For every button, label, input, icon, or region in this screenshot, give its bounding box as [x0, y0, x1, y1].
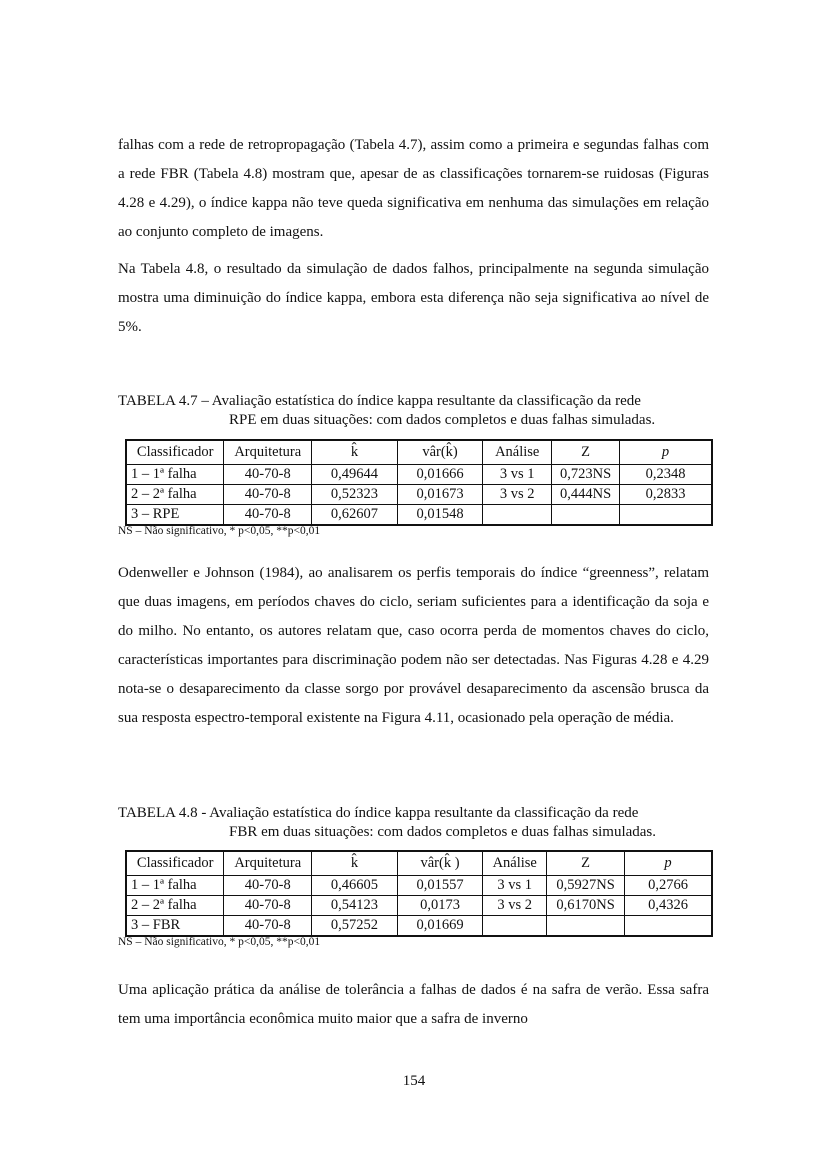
table-cell: 0,01557 — [397, 876, 483, 896]
table-cell: 40-70-8 — [224, 896, 312, 916]
table-cell: 0,57252 — [312, 916, 398, 937]
table-row — [126, 896, 712, 916]
column-header: p — [620, 440, 712, 465]
page-number: 154 — [402, 1073, 426, 1089]
table-cell: 40-70-8 — [224, 876, 312, 896]
column-header: Z — [547, 851, 625, 876]
table-cell: 3 vs 1 — [483, 876, 547, 896]
column-header: Classificador — [126, 440, 224, 465]
table-cell: 0,49644 — [312, 465, 398, 485]
table-cell: 3 vs 1 — [483, 465, 552, 485]
table-cell: 0,01673 — [397, 485, 483, 505]
table-cell — [483, 505, 552, 526]
table-cell: 40-70-8 — [224, 505, 312, 526]
body-paragraph: Uma aplicação prática da análise de tolerância a falhas de dados é na safra de verão. Essa safra tem uma importância econômica muito maior que a safra de inverno — [118, 982, 709, 1027]
table-row — [126, 505, 712, 526]
table-note: NS – Não significativo, * p<0,05, **p<0,01 — [118, 936, 321, 948]
table-cell: 0,5927NS — [547, 876, 625, 896]
table-cell: 0,2348 — [620, 465, 712, 485]
table-cell: 0,62607 — [312, 505, 398, 526]
body-paragraph: falhas com a rede de retropropagação (Tabela 4.7), assim como a primeira e segundas falhas com a rede FBR (Tabela 4.8) mostram que, apesar de as classificações tornarem-se ruidosas (Figuras 4.28 e 4.29), o índice kappa não teve queda significativa em nenhuma das simulações em relação ao conjunto completo de imagens. — [118, 137, 709, 240]
table-row — [126, 465, 712, 485]
table-row — [126, 916, 712, 937]
table-cell: 0,01669 — [397, 916, 483, 937]
column-header: Análise — [483, 851, 547, 876]
table-cell: 40-70-8 — [224, 485, 312, 505]
table-cell: 2 – 2ª falha — [126, 485, 224, 505]
table-caption — [118, 392, 709, 430]
column-header: vâr(k̂ ) — [397, 851, 483, 876]
column-header: k̂ — [312, 440, 398, 465]
table-cell: 3 vs 2 — [483, 896, 547, 916]
table-header-row — [126, 440, 712, 465]
column-header: Classificador — [126, 851, 224, 876]
table-cell: 0,2766 — [625, 876, 713, 896]
table-cell: 0,01666 — [397, 465, 483, 485]
column-header: Arquitetura — [224, 440, 312, 465]
table-cell — [552, 505, 620, 526]
table-cell — [483, 916, 547, 937]
column-header: Arquitetura — [224, 851, 312, 876]
table-cell: 0,52323 — [312, 485, 398, 505]
table-cell: 40-70-8 — [224, 916, 312, 937]
column-header: vâr(k̂) — [397, 440, 483, 465]
table-cell: 0,46605 — [312, 876, 398, 896]
column-header: k̂ — [312, 851, 398, 876]
table-cell — [547, 916, 625, 937]
kappa-table-rpe — [125, 439, 713, 526]
table-row — [126, 485, 712, 505]
table-cell: 3 vs 2 — [483, 485, 552, 505]
kappa-table-fbr — [125, 850, 713, 937]
table-row — [126, 876, 712, 896]
caption-line: TABELA 4.8 - Avaliação estatística do índice kappa resultante da classificação da rede — [118, 805, 639, 821]
table-cell: 0,444NS — [552, 485, 620, 505]
table-note: NS – Não significativo, * p<0,05, **p<0,01 — [118, 525, 321, 537]
table-cell: 40-70-8 — [224, 465, 312, 485]
caption-line: FBR em duas situações: com dados completos e duas falhas simuladas. — [229, 824, 657, 840]
table-cell: 0,2833 — [620, 485, 712, 505]
table-cell: 2 – 2ª falha — [126, 896, 224, 916]
table-cell: 3 – RPE — [126, 505, 224, 526]
table-cell: 1 – 1ª falha — [126, 465, 224, 485]
table-cell: 0,0173 — [397, 896, 483, 916]
caption-line: RPE em duas situações: com dados completos e duas falhas simuladas. — [229, 412, 656, 428]
column-header: Z — [552, 440, 620, 465]
table-header-row — [126, 851, 712, 876]
table-cell: 0,723NS — [552, 465, 620, 485]
table-cell: 0,54123 — [312, 896, 398, 916]
column-header: p — [625, 851, 713, 876]
body-paragraph: Odenweller e Johnson (1984), ao analisarem os perfis temporais do índice “greenness”, relatam que duas imagens, em períodos chaves do ciclo, seriam suficientes para a identificação da soja e do milho. No entanto, os autores relatam que, caso ocorra perda de momentos chaves do ciclo, características importantes para discriminação podem não ser detectadas. Nas Figuras 4.28 e 4.29 nota-se o desaparecimento da classe sorgo por provável desaparecimento da ascensão brusca da sua resposta espectro-temporal existente na Figura 4.11, ocasionado pela operação de média. — [118, 565, 709, 726]
table-cell: 0,4326 — [625, 896, 713, 916]
table-caption — [118, 804, 709, 842]
table-cell: 1 – 1ª falha — [126, 876, 224, 896]
table-cell — [625, 916, 713, 937]
body-paragraph: Na Tabela 4.8, o resultado da simulação de dados falhos, principalmente na segunda simulação mostra uma diminuição do índice kappa, embora esta diferença não seja significativa ao nível de 5%. — [118, 261, 709, 335]
table-cell: 0,6170NS — [547, 896, 625, 916]
table-cell: 3 – FBR — [126, 916, 224, 937]
column-header: Análise — [483, 440, 552, 465]
table-cell — [620, 505, 712, 526]
table-cell: 0,01548 — [397, 505, 483, 526]
caption-line: TABELA 4.7 – Avaliação estatística do índice kappa resultante da classificação da rede — [118, 393, 641, 409]
